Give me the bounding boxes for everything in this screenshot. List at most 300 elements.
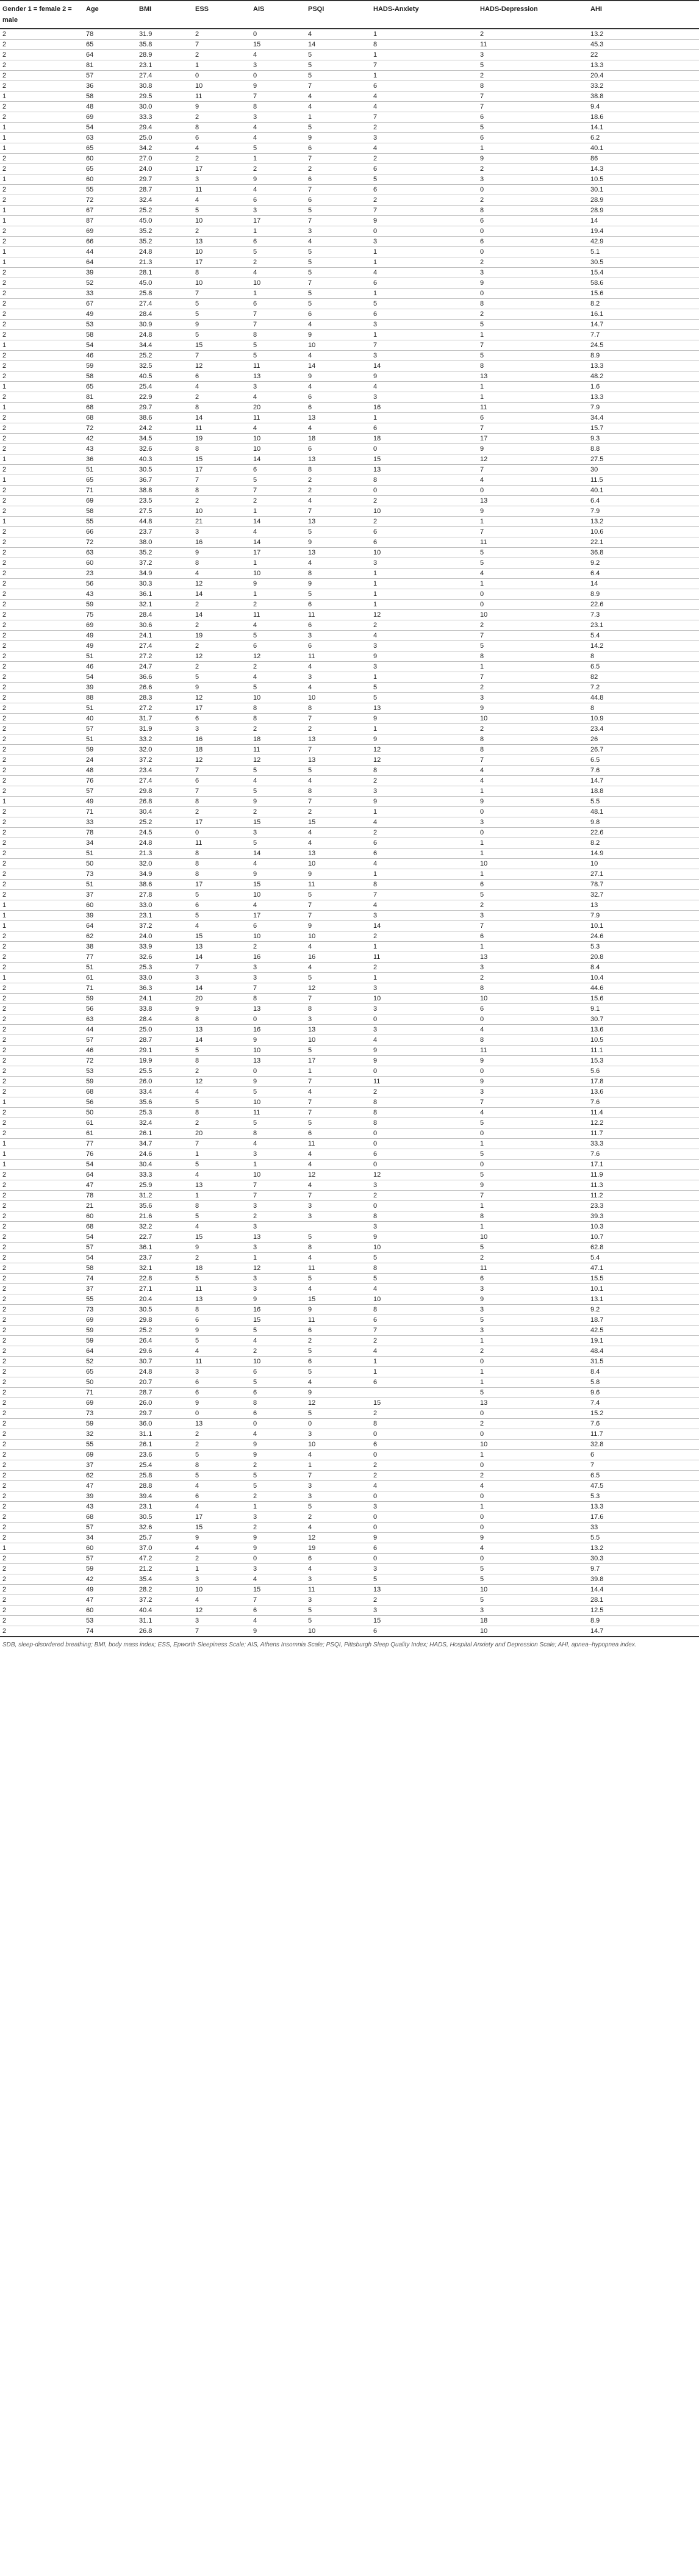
table-cell: 6 bbox=[193, 133, 251, 143]
table-cell: 11.4 bbox=[588, 1108, 699, 1118]
table-cell: 5 bbox=[306, 1408, 371, 1419]
table-cell: 13.3 bbox=[588, 392, 699, 403]
table-cell: 2 bbox=[0, 1056, 84, 1066]
table-cell: 27.1 bbox=[588, 869, 699, 880]
table-cell: 2 bbox=[0, 164, 84, 174]
table-cell: 7 bbox=[306, 911, 371, 921]
table-cell: 8 bbox=[478, 1211, 588, 1222]
table-cell: 15.4 bbox=[588, 268, 699, 278]
table-row bbox=[0, 1440, 699, 1450]
table-cell: 5 bbox=[478, 320, 588, 330]
table-cell: 9 bbox=[371, 1232, 478, 1243]
table-row bbox=[0, 1543, 699, 1554]
table-cell: 6 bbox=[306, 1128, 371, 1139]
table-cell: 8.4 bbox=[588, 963, 699, 973]
table-cell: 31.1 bbox=[137, 1429, 193, 1440]
table-cell: 2 bbox=[0, 994, 84, 1004]
table-cell: 2 bbox=[251, 164, 306, 174]
table-cell: 7 bbox=[251, 1180, 306, 1191]
table-cell: 59 bbox=[84, 1564, 137, 1574]
table-cell: 12 bbox=[193, 693, 251, 703]
table-cell: 4 bbox=[306, 1450, 371, 1460]
table-cell: 2 bbox=[0, 1336, 84, 1346]
table-cell: 5 bbox=[371, 683, 478, 693]
table-cell: 1 bbox=[478, 1367, 588, 1377]
table-cell: 7 bbox=[371, 340, 478, 351]
table-cell: 0 bbox=[251, 71, 306, 81]
table-cell: 10 bbox=[371, 548, 478, 558]
table-row bbox=[0, 195, 699, 206]
table-cell: 5 bbox=[251, 143, 306, 154]
table-cell: 10 bbox=[251, 1097, 306, 1108]
table-cell: 86 bbox=[588, 154, 699, 164]
table-cell: 81 bbox=[84, 392, 137, 403]
table-row bbox=[0, 766, 699, 776]
table-cell: 44.6 bbox=[588, 983, 699, 994]
table-cell: 2 bbox=[0, 154, 84, 164]
table-cell: 1 bbox=[371, 973, 478, 983]
table-cell: 28.1 bbox=[137, 268, 193, 278]
table-cell: 3 bbox=[251, 1512, 306, 1523]
table-cell: 2 bbox=[0, 807, 84, 817]
table-cell: 24.7 bbox=[137, 662, 193, 672]
table-cell: 50 bbox=[84, 1377, 137, 1388]
table-cell: 17 bbox=[193, 465, 251, 475]
table-cell: 6 bbox=[306, 641, 371, 651]
table-cell: 7 bbox=[306, 900, 371, 911]
table-cell: 8.4 bbox=[588, 1367, 699, 1377]
table-row bbox=[0, 475, 699, 486]
table-row bbox=[0, 921, 699, 931]
table-cell: 11.5 bbox=[588, 475, 699, 486]
table-cell: 12 bbox=[306, 983, 371, 994]
table-cell: 2 bbox=[0, 693, 84, 703]
table-cell: 6 bbox=[193, 1491, 251, 1502]
table-cell: 48.4 bbox=[588, 1346, 699, 1357]
table-row bbox=[0, 1450, 699, 1460]
table-cell: 3 bbox=[371, 351, 478, 361]
table-cell: 5 bbox=[306, 527, 371, 537]
table-cell: 2 bbox=[0, 361, 84, 371]
table-cell: 11 bbox=[193, 1284, 251, 1294]
table-cell: 0 bbox=[371, 1523, 478, 1533]
table-cell: 5 bbox=[306, 1606, 371, 1616]
table-cell: 2 bbox=[193, 807, 251, 817]
table-row bbox=[0, 1211, 699, 1222]
table-cell: 65 bbox=[84, 382, 137, 392]
table-row bbox=[0, 486, 699, 496]
table-cell: 9 bbox=[251, 797, 306, 807]
table-cell: 2 bbox=[0, 1585, 84, 1595]
table-cell: 3 bbox=[306, 1014, 371, 1025]
table-cell: 30.5 bbox=[588, 257, 699, 268]
table-cell: 18 bbox=[193, 745, 251, 755]
table-cell: 9 bbox=[306, 869, 371, 880]
table-cell: 2 bbox=[0, 869, 84, 880]
table-cell: 69 bbox=[84, 226, 137, 237]
table-cell: 0 bbox=[371, 1554, 478, 1564]
table-cell: 37 bbox=[84, 1284, 137, 1294]
table-cell: 10.5 bbox=[588, 174, 699, 185]
table-cell: 8 bbox=[193, 486, 251, 496]
table-cell: 14 bbox=[251, 537, 306, 548]
table-row bbox=[0, 185, 699, 195]
table-cell: 2 bbox=[251, 807, 306, 817]
table-cell: 2 bbox=[0, 268, 84, 278]
table-cell: 6 bbox=[371, 81, 478, 91]
table-cell: 69 bbox=[84, 1450, 137, 1460]
table-cell: 1 bbox=[0, 1097, 84, 1108]
table-row bbox=[0, 1471, 699, 1481]
table-cell: 8.9 bbox=[588, 589, 699, 600]
table-cell: 7 bbox=[193, 351, 251, 361]
table-cell: 14 bbox=[193, 1035, 251, 1046]
table-cell: 7 bbox=[478, 527, 588, 537]
table-cell: 58 bbox=[84, 1263, 137, 1274]
table-row bbox=[0, 786, 699, 797]
table-cell: 4 bbox=[306, 1149, 371, 1160]
table-cell: 23.1 bbox=[137, 60, 193, 71]
table-cell: 5 bbox=[478, 1149, 588, 1160]
table-cell: 2 bbox=[0, 662, 84, 672]
table-cell: 0 bbox=[193, 71, 251, 81]
table-cell: 4 bbox=[306, 963, 371, 973]
table-cell: 10 bbox=[478, 1232, 588, 1243]
table-cell: 11 bbox=[306, 1585, 371, 1595]
table-cell: 10.6 bbox=[588, 527, 699, 537]
table-cell: 0 bbox=[478, 226, 588, 237]
table-row bbox=[0, 1128, 699, 1139]
table-row bbox=[0, 859, 699, 869]
table-cell: 1 bbox=[371, 672, 478, 683]
table-cell: 33.3 bbox=[588, 1139, 699, 1149]
table-cell: 39 bbox=[84, 911, 137, 921]
table-cell: 2 bbox=[0, 569, 84, 579]
table-cell: 14 bbox=[588, 216, 699, 226]
table-cell: 5 bbox=[306, 1232, 371, 1243]
table-cell: 2 bbox=[478, 309, 588, 320]
table-cell: 7 bbox=[193, 1626, 251, 1637]
table-cell: 57 bbox=[84, 1035, 137, 1046]
table-cell: 2 bbox=[478, 1471, 588, 1481]
table-cell: 9 bbox=[251, 1294, 306, 1305]
table-cell: 1 bbox=[478, 143, 588, 154]
table-cell: 5.4 bbox=[588, 1253, 699, 1263]
table-row bbox=[0, 517, 699, 527]
table-cell: 4 bbox=[193, 1595, 251, 1606]
table-cell: 4 bbox=[306, 683, 371, 693]
header-psqi: PSQI bbox=[306, 1, 371, 29]
table-cell: 4 bbox=[251, 859, 306, 869]
table-cell: 29.7 bbox=[137, 403, 193, 413]
table-cell: 9 bbox=[306, 1388, 371, 1398]
table-cell: 8 bbox=[193, 558, 251, 569]
table-row bbox=[0, 50, 699, 60]
table-cell: 28.2 bbox=[137, 1585, 193, 1595]
table-cell: 63 bbox=[84, 548, 137, 558]
table-cell: 22.8 bbox=[137, 1274, 193, 1284]
table-cell: 16 bbox=[251, 1305, 306, 1315]
table-cell: 1 bbox=[0, 921, 84, 931]
table-cell: 6 bbox=[371, 527, 478, 537]
table-cell: 4 bbox=[306, 91, 371, 102]
table-cell: 0 bbox=[193, 828, 251, 838]
table-cell: 7 bbox=[478, 672, 588, 683]
table-cell: 5.5 bbox=[588, 1533, 699, 1543]
table-cell: 4 bbox=[371, 102, 478, 112]
table-cell: 0 bbox=[251, 1066, 306, 1077]
table-row bbox=[0, 278, 699, 289]
table-cell: 13 bbox=[193, 942, 251, 952]
table-row bbox=[0, 154, 699, 164]
table-cell: 4 bbox=[306, 942, 371, 952]
table-cell: 13 bbox=[193, 1419, 251, 1429]
table-cell: 2 bbox=[0, 931, 84, 942]
table-cell: 77 bbox=[84, 1139, 137, 1149]
table-cell: 39.3 bbox=[588, 1211, 699, 1222]
table-cell: 8 bbox=[371, 1211, 478, 1222]
table-cell: 8 bbox=[193, 268, 251, 278]
table-cell: 45.0 bbox=[137, 216, 193, 226]
table-cell: 27.1 bbox=[137, 1284, 193, 1294]
table-cell: 14 bbox=[306, 361, 371, 371]
table-cell: 4 bbox=[193, 1481, 251, 1491]
table-cell: 1 bbox=[478, 579, 588, 589]
table-cell: 9.1 bbox=[588, 1004, 699, 1014]
table-cell: 5 bbox=[306, 268, 371, 278]
table-cell: 8 bbox=[193, 797, 251, 807]
table-cell: 40.4 bbox=[137, 1606, 193, 1616]
table-cell: 8 bbox=[478, 1035, 588, 1046]
table-row bbox=[0, 226, 699, 237]
table-row bbox=[0, 1533, 699, 1543]
table-cell: 13.6 bbox=[588, 1025, 699, 1035]
table-cell: 30.5 bbox=[137, 1305, 193, 1315]
table-cell: 23.5 bbox=[137, 496, 193, 506]
table-row bbox=[0, 776, 699, 786]
table-cell: 9.7 bbox=[588, 1564, 699, 1574]
table-cell: 23.7 bbox=[137, 1253, 193, 1263]
table-cell: 75 bbox=[84, 610, 137, 620]
table-cell: 26.7 bbox=[588, 745, 699, 755]
table-cell: 6 bbox=[371, 278, 478, 289]
table-cell: 0 bbox=[478, 1491, 588, 1502]
table-row bbox=[0, 724, 699, 734]
table-cell: 51 bbox=[84, 963, 137, 973]
table-cell: 34 bbox=[84, 838, 137, 849]
table-cell: 7 bbox=[371, 1326, 478, 1336]
table-cell: 2 bbox=[0, 620, 84, 631]
table-cell: 2 bbox=[0, 1035, 84, 1046]
table-cell: 10 bbox=[306, 340, 371, 351]
table-cell: 2 bbox=[0, 1326, 84, 1336]
table-cell: 6.5 bbox=[588, 662, 699, 672]
table-cell: 4 bbox=[251, 900, 306, 911]
table-cell: 15.6 bbox=[588, 994, 699, 1004]
table-cell: 32.0 bbox=[137, 859, 193, 869]
table-row bbox=[0, 1222, 699, 1232]
table-cell: 5 bbox=[371, 693, 478, 703]
table-cell: 1 bbox=[0, 382, 84, 392]
table-cell: 3 bbox=[306, 1211, 371, 1222]
table-cell: 3 bbox=[478, 1284, 588, 1294]
table-cell: 1 bbox=[371, 1357, 478, 1367]
table-cell: 28.1 bbox=[588, 1595, 699, 1606]
table-cell: 20.8 bbox=[588, 952, 699, 963]
table-cell: 7 bbox=[478, 91, 588, 102]
table-cell: 1 bbox=[306, 1460, 371, 1471]
table-cell: 6 bbox=[478, 1274, 588, 1284]
table-cell: 2 bbox=[0, 1170, 84, 1180]
table-cell: 9 bbox=[251, 1543, 306, 1554]
table-cell: 2 bbox=[0, 1471, 84, 1481]
table-cell: 68 bbox=[84, 1087, 137, 1097]
table-cell: 22.6 bbox=[588, 828, 699, 838]
table-row bbox=[0, 444, 699, 454]
table-row bbox=[0, 900, 699, 911]
table-cell: 1 bbox=[478, 942, 588, 952]
table-cell: 7 bbox=[306, 81, 371, 91]
table-cell: 5 bbox=[371, 299, 478, 309]
table-cell: 24.8 bbox=[137, 838, 193, 849]
table-cell: 71 bbox=[84, 1388, 137, 1398]
table-cell: 8 bbox=[193, 1305, 251, 1315]
table-cell: 21 bbox=[84, 1201, 137, 1211]
table-cell: 5 bbox=[306, 257, 371, 268]
header-gender: Gender 1 = female 2 = male bbox=[0, 1, 84, 29]
table-cell: 9 bbox=[371, 651, 478, 662]
table-cell: 56 bbox=[84, 1097, 137, 1108]
table-cell: 1 bbox=[478, 1502, 588, 1512]
table-cell: 7 bbox=[478, 755, 588, 766]
table-cell: 11 bbox=[193, 91, 251, 102]
table-cell: 0 bbox=[478, 1523, 588, 1533]
table-cell: 14.7 bbox=[588, 776, 699, 786]
table-header bbox=[0, 1, 699, 29]
table-cell: 27.0 bbox=[137, 154, 193, 164]
table-cell: 61 bbox=[84, 1118, 137, 1128]
table-cell: 2 bbox=[0, 755, 84, 766]
table-cell: 6 bbox=[371, 838, 478, 849]
table-cell: 2 bbox=[0, 734, 84, 745]
table-cell: 15.2 bbox=[588, 1408, 699, 1419]
table-cell: 7 bbox=[193, 963, 251, 973]
table-cell: 9 bbox=[251, 579, 306, 589]
table-cell: 9 bbox=[478, 278, 588, 289]
table-cell: 1 bbox=[251, 226, 306, 237]
table-cell: 4 bbox=[371, 1284, 478, 1294]
table-cell: 1 bbox=[478, 330, 588, 340]
table-row bbox=[0, 931, 699, 942]
table-cell: 9 bbox=[251, 1533, 306, 1543]
table-cell: 5 bbox=[306, 766, 371, 776]
table-cell: 0 bbox=[371, 486, 478, 496]
table-cell: 5 bbox=[251, 1326, 306, 1336]
table-cell: 13.2 bbox=[588, 29, 699, 40]
table-cell: 5 bbox=[251, 340, 306, 351]
table-cell: 32.7 bbox=[588, 890, 699, 900]
table-cell: 40.3 bbox=[137, 454, 193, 465]
table-cell: 2 bbox=[251, 1491, 306, 1502]
table-cell: 10 bbox=[251, 1357, 306, 1367]
table-cell: 2 bbox=[0, 1512, 84, 1523]
table-cell: 11 bbox=[478, 1046, 588, 1056]
table-cell: 62.8 bbox=[588, 1243, 699, 1253]
table-cell: 4 bbox=[371, 1346, 478, 1357]
table-cell: 7.6 bbox=[588, 1149, 699, 1160]
table-row bbox=[0, 1253, 699, 1263]
table-cell: 1 bbox=[371, 50, 478, 60]
table-cell: 54 bbox=[84, 672, 137, 683]
table-cell: 2 bbox=[0, 817, 84, 828]
table-row bbox=[0, 206, 699, 216]
table-row bbox=[0, 1626, 699, 1637]
table-row bbox=[0, 651, 699, 662]
table-cell: 8.2 bbox=[588, 838, 699, 849]
table-cell: 2 bbox=[193, 1554, 251, 1564]
table-cell: 8 bbox=[193, 849, 251, 859]
table-cell: 12 bbox=[371, 755, 478, 766]
table-cell: 2 bbox=[0, 506, 84, 517]
table-cell: 8 bbox=[371, 880, 478, 890]
table-cell: 5 bbox=[251, 1471, 306, 1481]
table-cell: 78.7 bbox=[588, 880, 699, 890]
table-cell: 5 bbox=[478, 60, 588, 71]
table-cell: 67 bbox=[84, 206, 137, 216]
table-cell: 3 bbox=[371, 558, 478, 569]
table-cell: 2 bbox=[0, 465, 84, 475]
table-cell: 24.6 bbox=[588, 931, 699, 942]
table-cell: 20 bbox=[193, 994, 251, 1004]
table-cell: 6 bbox=[251, 237, 306, 247]
table-cell: 8 bbox=[478, 361, 588, 371]
table-cell: 4 bbox=[251, 1336, 306, 1346]
table-cell: 2 bbox=[0, 631, 84, 641]
table-cell: 32.0 bbox=[137, 745, 193, 755]
table-cell: 33.0 bbox=[137, 900, 193, 911]
table-cell: 33 bbox=[84, 817, 137, 828]
table-cell: 1 bbox=[0, 216, 84, 226]
table-cell: 2 bbox=[478, 29, 588, 40]
table-cell: 2 bbox=[0, 496, 84, 506]
table-cell: 28.7 bbox=[137, 1035, 193, 1046]
table-cell: 13 bbox=[251, 371, 306, 382]
table-cell: 6 bbox=[306, 174, 371, 185]
table-cell: 7.9 bbox=[588, 403, 699, 413]
table-cell: 2 bbox=[306, 1512, 371, 1523]
table-cell: 9 bbox=[193, 1533, 251, 1543]
table-cell: 2 bbox=[0, 641, 84, 651]
table-cell: 14 bbox=[193, 413, 251, 423]
table-cell: 27.2 bbox=[137, 651, 193, 662]
table-cell: 3 bbox=[478, 963, 588, 973]
table-cell: 6 bbox=[371, 164, 478, 174]
table-cell: 2 bbox=[0, 1315, 84, 1326]
table-row bbox=[0, 1004, 699, 1014]
table-cell: 2 bbox=[0, 413, 84, 423]
table-cell: 6 bbox=[306, 600, 371, 610]
table-cell: 71 bbox=[84, 807, 137, 817]
table-cell: 6 bbox=[478, 133, 588, 143]
table-cell: 6 bbox=[193, 714, 251, 724]
table-cell: 2 bbox=[193, 29, 251, 40]
table-cell: 9 bbox=[251, 1626, 306, 1637]
table-cell: 21.2 bbox=[137, 1564, 193, 1574]
table-cell: 1 bbox=[371, 29, 478, 40]
table-cell: 38.6 bbox=[137, 413, 193, 423]
table-cell: 3 bbox=[371, 1222, 478, 1232]
table-cell: 7 bbox=[306, 154, 371, 164]
